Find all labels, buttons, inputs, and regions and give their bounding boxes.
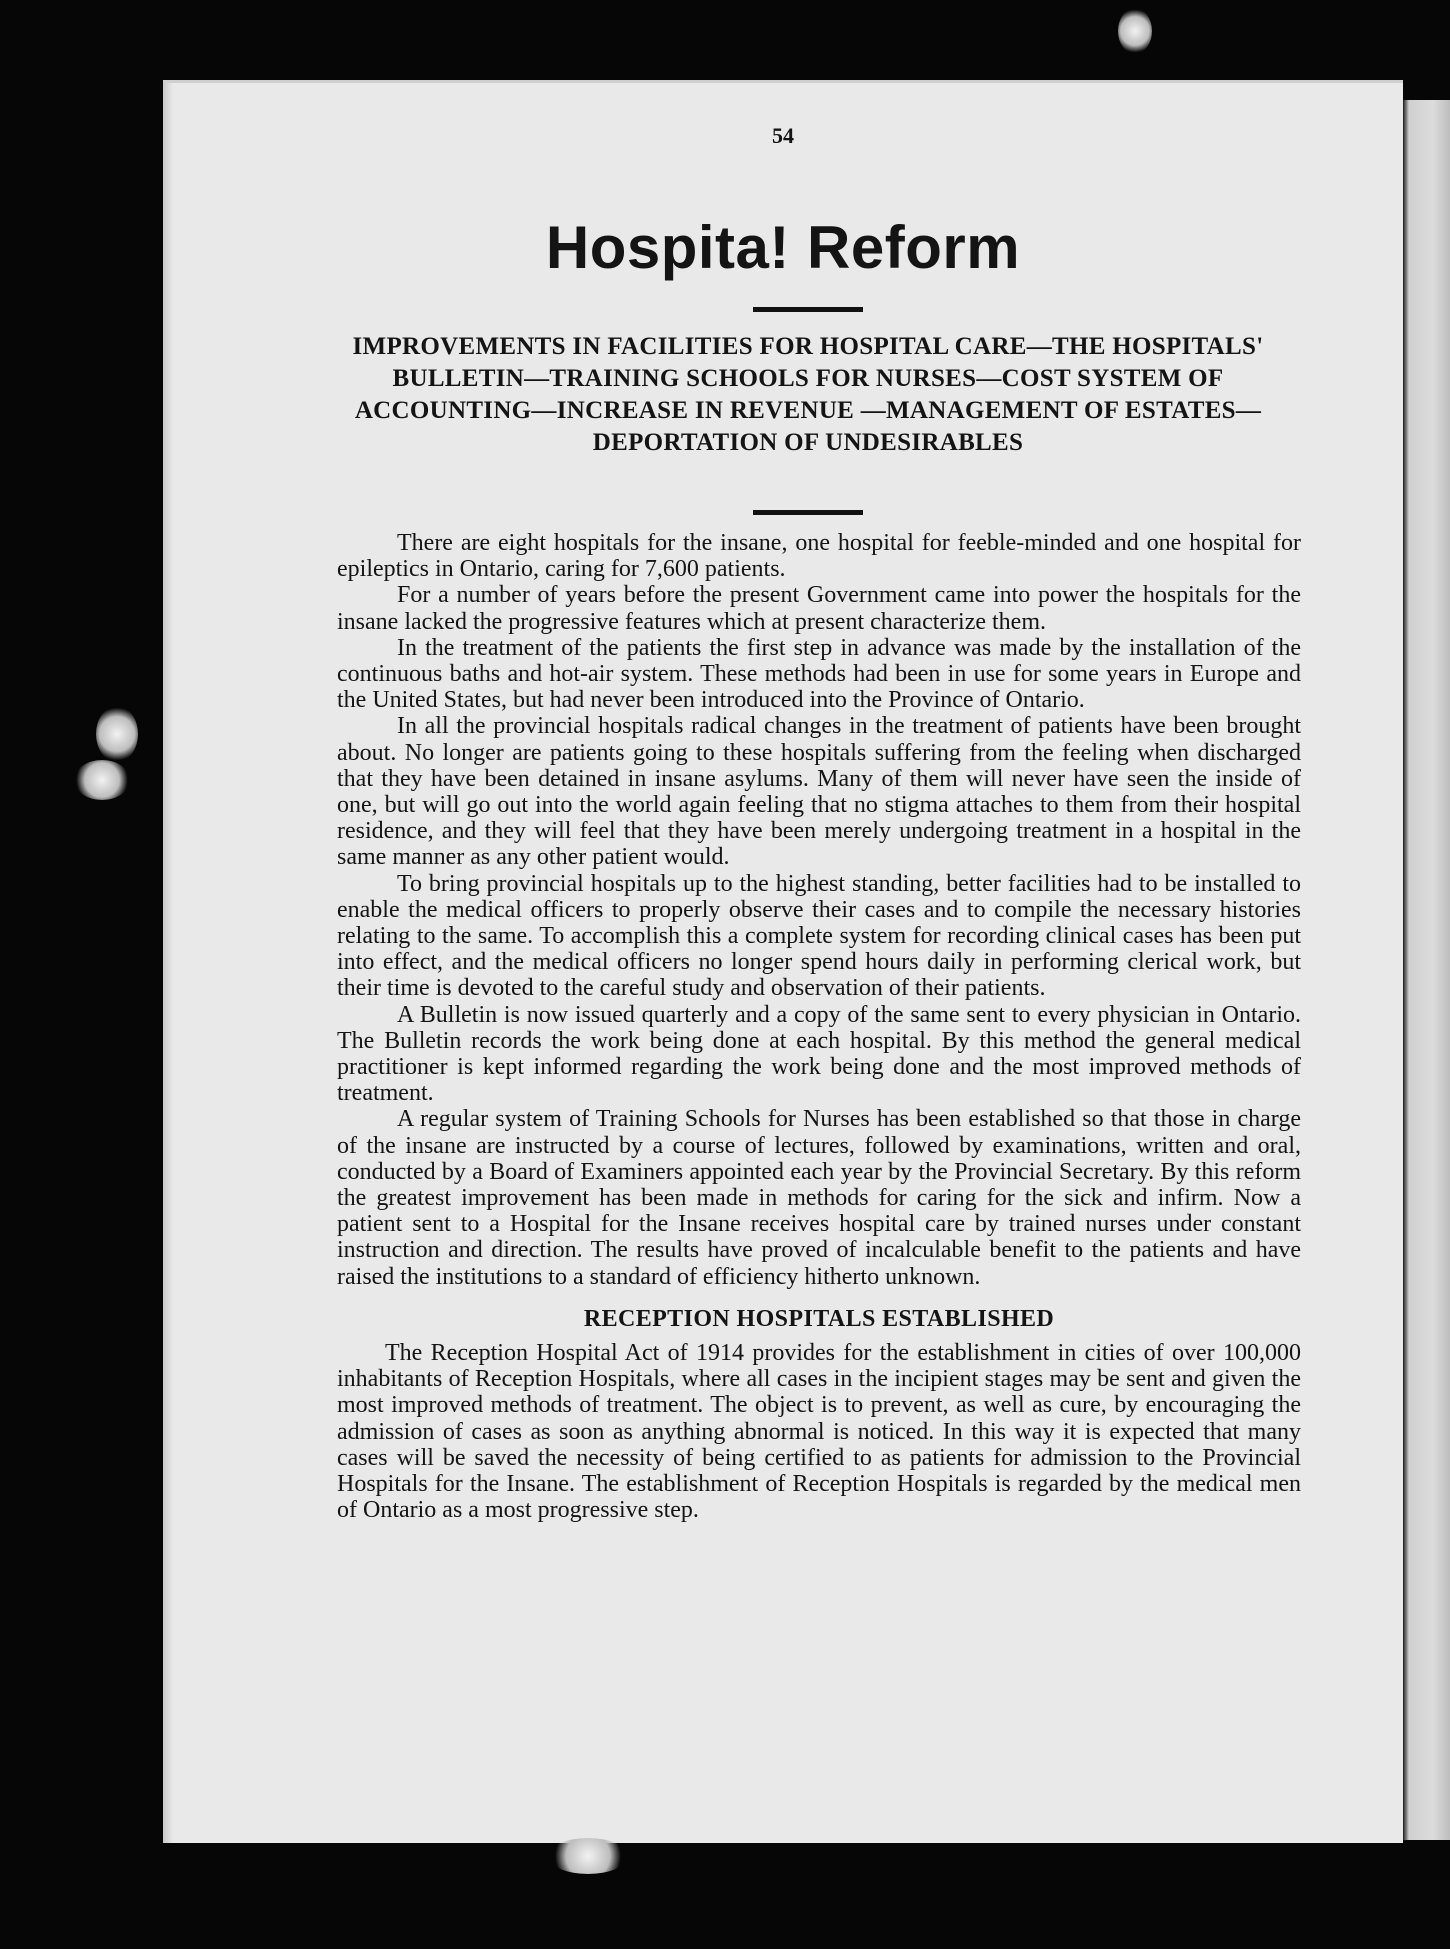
- subheading-divider: [753, 510, 863, 515]
- paragraph: For a number of years before the present Government came into power the hospitals for the insane lacked the progressive features which at present characterize them.: [337, 582, 1301, 635]
- title-divider: [753, 307, 863, 312]
- page-edge-shadow: [163, 83, 173, 1843]
- body-text: [337, 530, 1301, 1523]
- scan-artifact: [1118, 8, 1152, 54]
- paragraph: There are eight hospitals for the insane, one hospital for feeble-minded and one hospital for epileptics in Ontario, caring for 7,600 patients.: [337, 530, 1301, 583]
- paragraph: The Reception Hospital Act of 1914 provides for the establishment in cities of over 100,000 inhabitants of Reception Hospitals, where all cases in the incipient stages may be sent and given the most improved methods of treatment. The object is to prevent, as well as cure, by encouraging the admission of cases as soon as anything abnormal is noticed. In this way it is expected that many cases will be saved the necessity of being certified to as patients for admission to the Provincial Hospitals for the Insane. The establishment of Reception Hospitals is regarded by the medical men of Ontario as a most progressive step.: [337, 1339, 1301, 1524]
- paragraph: A regular system of Training Schools for Nurses has been established so that those in charge of the insane are instructed by a course of lectures, followed by examinations, written and oral, conducted by a Board of Examiners appointed each year by the Provincial Secretary. By this reform the greatest improvement has been made in methods for caring for the sick and infirm. Now a patient sent to a Hospital for the Insane receives hospital care by trained nurses under constant instruction and direction. The results have proved of incalculable benefit to the patients and have raised the institutions to a standard of efficiency hitherto unknown.: [337, 1106, 1301, 1290]
- paragraph: In all the provincial hospitals radical changes in the treatment of patients have been brought about. No longer are patients going to these hospitals suffering from the feeling when discharged that they have been detained in insane asylums. Many of them will never have seen the inside of one, but will go out into the world again feeling that no stigma attaches to them from their hospital residence, and they will feel that they have been merely undergoing treatment in a hospital in the same manner as any other patient would.: [337, 713, 1301, 871]
- section-heading: RECEPTION HOSPITALS ESTABLISHED: [583, 1305, 1055, 1332]
- paragraph: To bring provincial hospitals up to the highest standing, better facilities had to be installed to enable the medical officers to properly observe their cases and to compile the necessary histories relating to the same. To accomplish this a complete system for recording clinical cases has been put into effect, and the medical officers no longer spend hours daily in performing clerical work, but their time is devoted to the careful study and observation of their patients.: [337, 870, 1301, 1002]
- scan-artifact: [548, 1838, 628, 1874]
- page-number: 54: [772, 123, 794, 148]
- paragraph: In the treatment of the patients the first step in advance was made by the installation of the continuous baths and hot-air system. These methods had been in use for some years in Europe and the United States, but had never been introduced into the Province of Ontario.: [337, 634, 1301, 714]
- page-title: Hospita! Reform: [545, 214, 1021, 281]
- scan-artifact: [74, 760, 130, 800]
- chapter-subheading: IMPROVEMENTS IN FACILITIES FOR HOSPITAL CARE—THE HOSPITALS' BULLETIN—TRAINING SCHOOLS FOR NURSES—COST SYSTEM OF ACCOUNTING—INCREASE IN REVENUE —MANAGEMENT OF ESTATES—DEPORTATION OF UNDESIRABLES: [352, 333, 1264, 456]
- adjacent-page-edge: [1403, 100, 1450, 1840]
- paragraph: A Bulletin is now issued quarterly and a copy of the same sent to every physician in Ontario. The Bulletin records the work being done at each hospital. By this method the general medical practitioner is kept informed regarding the work being done and the most improved methods of treatment.: [337, 1001, 1301, 1107]
- scan-artifact: [96, 706, 138, 762]
